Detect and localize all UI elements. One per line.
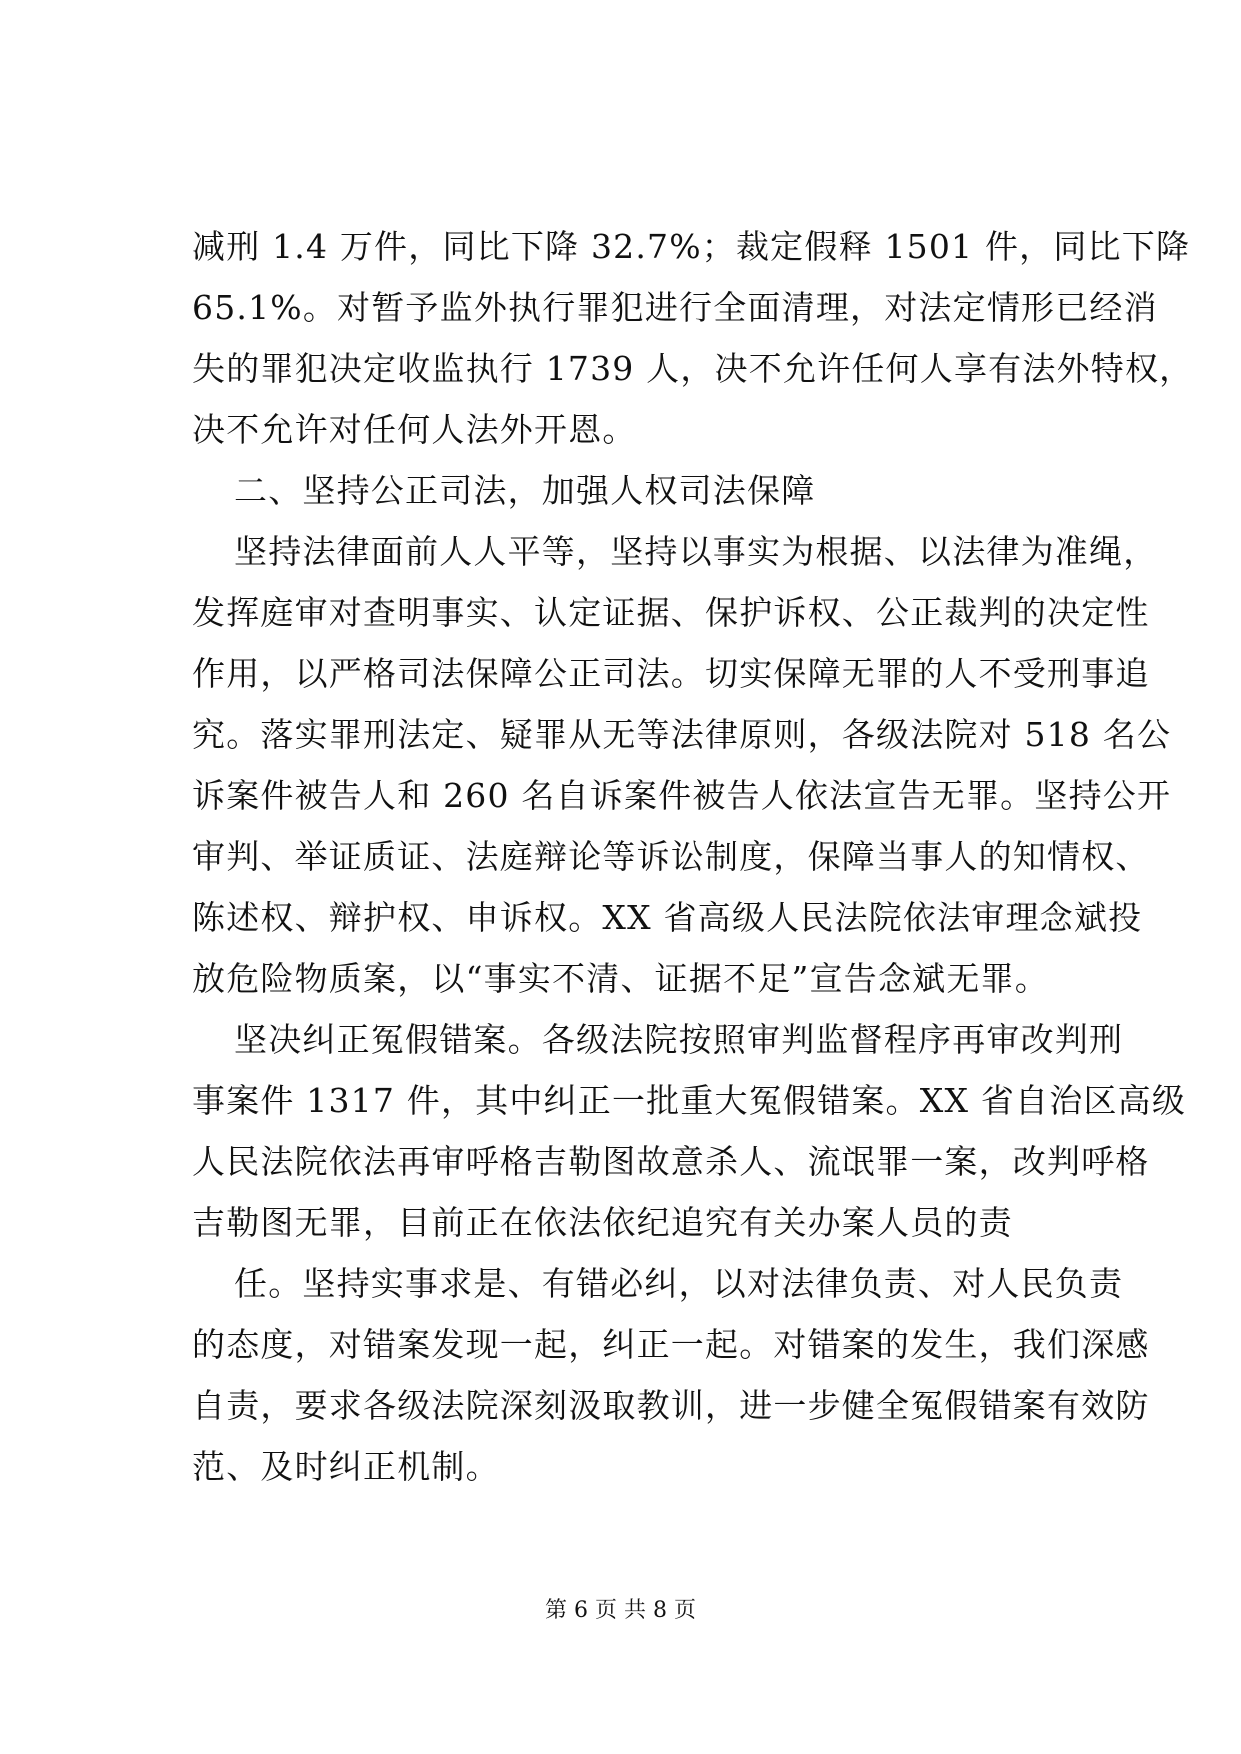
text-line: 坚决纠正冤假错案。各级法院按照审判监督程序再审改判刑	[234, 1020, 1124, 1059]
text-line: 审判、举证质证、法庭辩论等诉讼制度，保障当事人的知情权、	[192, 837, 1150, 876]
text-line: 决不允许对任何人法外开恩。	[192, 410, 637, 449]
text-line: 人民法院依法再审呼格吉勒图故意杀人、流氓罪一案，改判呼格	[192, 1142, 1150, 1181]
document-body	[192, 216, 1194, 1497]
paragraph-continued	[192, 216, 1194, 460]
text-line: 的态度，对错案发现一起，纠正一起。对错案的发生，我们深感	[192, 1325, 1150, 1364]
text-line: 任。坚持实事求是、有错必纠，以对法律负责、对人民负责	[234, 1264, 1124, 1303]
text-line: 失的罪犯决定收监执行 1739 人，决不允许任何人享有法外特权，	[192, 349, 1194, 388]
page-footer: 第 6 页 共 8 页	[545, 1598, 696, 1623]
text-line: 诉案件被告人和 260 名自诉案件被告人依法宣告无罪。坚持公开	[192, 776, 1172, 815]
text-line: 65.1%。对暂予监外执行罪犯进行全面清理，对法定情形已经消	[192, 288, 1158, 327]
text-line: 陈述权、辩护权、申诉权。XX 省高级人民法院依法审理念斌投	[192, 898, 1143, 937]
paragraph-correction	[192, 1009, 1187, 1253]
text-line: 作用，以严格司法保障公正司法。切实保障无罪的人不受刑事追	[192, 654, 1150, 693]
text-line: 坚持法律面前人人平等，坚持以事实为根据、以法律为准绳，	[234, 532, 1158, 571]
text-line: 事案件 1317 件，其中纠正一批重大冤假错案。XX 省自治区高级	[192, 1081, 1187, 1120]
text-line: 放危险物质案，以“事实不清、证据不足”宣告念斌无罪。	[192, 959, 1049, 998]
section-heading	[192, 460, 1082, 521]
text-line: 自责，要求各级法院深刻汲取教训，进一步健全冤假错案有效防	[192, 1386, 1150, 1425]
text-line: 范、及时纠正机制。	[192, 1447, 500, 1486]
paragraph-responsibility	[192, 1253, 1150, 1497]
text-line: 减刑 1.4 万件，同比下降 32.7%；裁定假释 1501 件，同比下降	[192, 227, 1191, 266]
text-line: 发挥庭审对查明事实、认定证据、保护诉权、公正裁判的决定性	[192, 593, 1150, 632]
heading-text: 二、坚持公正司法，加强人权司法保障	[234, 471, 816, 510]
text-line: 吉勒图无罪，目前正在依法依纪追究有关办案人员的责	[192, 1203, 1013, 1242]
paragraph-equality	[192, 521, 1172, 1009]
text-line: 究。落实罪刑法定、疑罪从无等法律原则，各级法院对 518 名公	[192, 715, 1172, 754]
